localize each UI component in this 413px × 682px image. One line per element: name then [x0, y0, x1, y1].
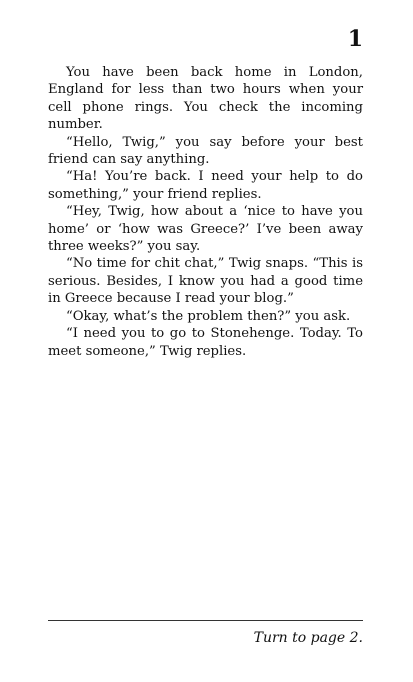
story-paragraph: “Hey, Twig, how about a ‘nice to have you home’ or ‘how was Greece?’ I’ve been away three weeks?” you say.	[48, 204, 363, 255]
story-paragraph: “Hello, Twig,” you say before your best friend can say anything.	[48, 134, 363, 168]
footer-divider	[48, 620, 363, 621]
story-paragraph: “I need you to go to Stonehenge. Today. To meet someone,” Twig replies.	[48, 326, 363, 359]
story-paragraph: “Okay, what’s the problem then?” you ask.	[66, 308, 351, 324]
story-paragraph: You have been back home in London, England for less than two hours when your cell phone rings. You check the incoming number.	[48, 65, 363, 133]
story-text	[48, 64, 363, 360]
turn-to-page-link[interactable]: Turn to page 2.	[253, 630, 363, 646]
story-paragraph: “No time for chit chat,” Twig snaps. “This is serious. Besides, I know you had a good time in Greece because I read your blog.”	[48, 256, 363, 307]
page-number: 1	[347, 26, 363, 52]
story-paragraph: “Ha! You’re back. I need your help to do something,” your friend replies.	[48, 169, 363, 202]
